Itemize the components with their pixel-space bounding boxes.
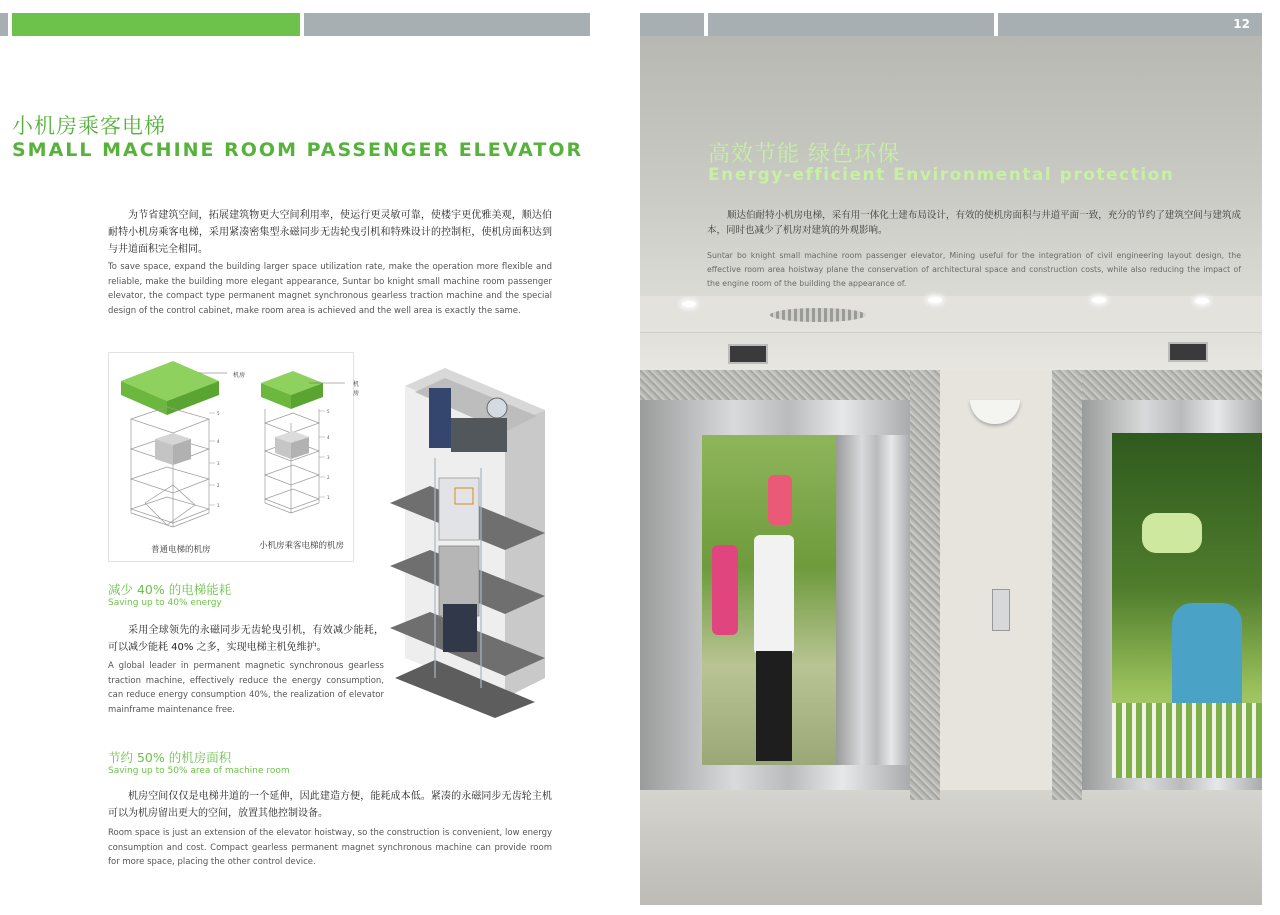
child-figure — [768, 475, 792, 525]
lobby-photo — [640, 0, 1262, 905]
right-title-en: Energy-efficient Environmental protection — [708, 165, 1175, 185]
child-figure — [1142, 513, 1202, 553]
intro-paragraph-en: To save space, expand the building larger space utilization rate, make the operation more flexible and reliable, make the building more elegant appearance, Suntar bo knight small machine room passenger elevator, the compact type permanent magnet synchronous gearless traction machine and the special design of the control cabinet, make room area is achieved and the well area is exactly the same. — [108, 262, 552, 316]
granite-frame-side-right — [1052, 370, 1082, 800]
lobby-floor — [640, 790, 1262, 905]
section-area-body-cn: 机房空间仅仅是电梯井道的一个延伸，因此建造方便，能耗成本低。紧凑的永磁同步无齿轮主机可以为机房留出更大的空间，放置其他控制设备。 — [108, 791, 552, 819]
section-area-heading-cn: 节约 50% 的机房面积 — [108, 750, 232, 765]
section-energy-body-en: A global leader in permanent magnetic synchronous gearless traction machine, effectively reduce the energy consumption, can reduce energy consumption 40%, the realization of elevator mainframe maintenance free. — [108, 661, 384, 715]
right-body-en: Suntar bo knight small machine room passenger elevator, Mining useful for the integration of civil engineering layout design, the effective room area hoistway plane the conservation of architectural space and construction costs, while also reducing the impact of the engine room of the building the appearance of. — [707, 251, 1241, 288]
small-machine-room-shaft-illustration — [261, 371, 345, 513]
section-area-body-en: Room space is just an extension of the elevator hoistway, so the construction is convenient, low energy consumption and cost. Compact gearless permanent magnet synchronous machine can provide room for more space, placing the other control device. — [108, 828, 552, 867]
ceiling-light — [1092, 297, 1106, 303]
header-tab-gray — [304, 13, 590, 36]
svg-text:4: 4 — [327, 435, 330, 440]
svg-text:2: 2 — [327, 475, 330, 480]
floor-indicator-right — [1168, 342, 1208, 362]
call-button-panel — [992, 589, 1010, 631]
machine-room-label-left: 机房 — [233, 372, 246, 379]
person-figure — [756, 651, 792, 761]
caption-standard-machine-room: 普通电梯的机房 — [151, 545, 211, 555]
granite-frame-top-right — [1052, 370, 1262, 400]
ceiling-light — [928, 297, 942, 303]
svg-text:2: 2 — [217, 483, 220, 488]
left-header-tabs — [0, 13, 590, 36]
air-vent — [770, 308, 866, 322]
svg-text:5: 5 — [217, 411, 220, 416]
svg-text:4: 4 — [217, 439, 220, 444]
family-photo-right — [1112, 433, 1262, 778]
ceiling-light — [1195, 298, 1209, 304]
ceiling-beam — [640, 296, 1262, 333]
svg-text:1: 1 — [327, 495, 330, 500]
right-body-cn: 顺达伯耐特小机房电梯，采有用一体化土建布局设计，有效的使机房面积与井道平面一致，充分的节约了建筑空间与建筑成本，同时也减少了机房对建筑的外观影响。 — [707, 210, 1241, 236]
page-title-en: SMALL MACHINE ROOM PASSENGER ELEVATOR — [12, 139, 584, 161]
flower-field — [1112, 703, 1262, 778]
header-tab-gray-page — [998, 13, 1262, 36]
person-figure — [712, 545, 738, 635]
elevator-cutaway-illustration — [385, 358, 550, 718]
section-energy-heading-cn: 减少 40% 的电梯能耗 — [108, 582, 232, 597]
person-figure — [754, 535, 794, 655]
granite-frame-side-left — [910, 370, 940, 800]
section-energy-body-cn: 采用全球领先的永磁同步无齿轮曳引机，有效减少能耗，可以减少能耗 40% 之多，实现电梯主机免维护。 — [108, 625, 384, 653]
header-tab-green — [12, 13, 300, 36]
page-number: 12 — [1233, 17, 1250, 31]
svg-text:1: 1 — [217, 503, 220, 508]
standard-elevator-shaft-illustration — [121, 361, 227, 527]
family-photo-left — [702, 435, 836, 765]
right-title-cn: 高效节能 绿色环保 — [708, 142, 900, 167]
page-title-cn: 小机房乘客电梯 — [12, 114, 166, 138]
left-page — [0, 0, 600, 915]
section-area-heading-en: Saving up to 50% area of machine room — [108, 766, 290, 776]
ceiling-light — [682, 301, 696, 307]
svg-text:3: 3 — [327, 455, 330, 460]
comparison-diagram-graphic — [109, 353, 353, 561]
header-tab-gray-small — [640, 13, 704, 36]
right-header-tabs — [640, 13, 1262, 36]
caption-small-machine-room: 小机房乘客电梯的机房 — [259, 541, 345, 551]
header-tab-gray — [708, 13, 994, 36]
intro-paragraph-cn: 为节省建筑空间，拓展建筑物更大空间利用率，使运行更灵敏可靠，使楼宇更优雅美观，顺达伯耐特小机房乘客电梯，采用紧凑密集型永磁同步无齿轮曳引机和特殊设计的控制柜，使机房面积达到与井道面积完全相同。 — [108, 210, 552, 255]
granite-frame-top-left — [640, 370, 940, 400]
elevator-door-open-left — [836, 435, 910, 765]
svg-text:5: 5 — [327, 409, 330, 414]
machine-room-label-right: 机房 — [353, 381, 360, 397]
floor-indicator-left — [728, 344, 768, 364]
header-tab-gray-small — [0, 13, 8, 36]
machine-room-comparison-diagram — [108, 352, 360, 562]
section-energy-heading-en: Saving up to 40% energy — [108, 598, 222, 608]
svg-text:3: 3 — [217, 461, 220, 466]
